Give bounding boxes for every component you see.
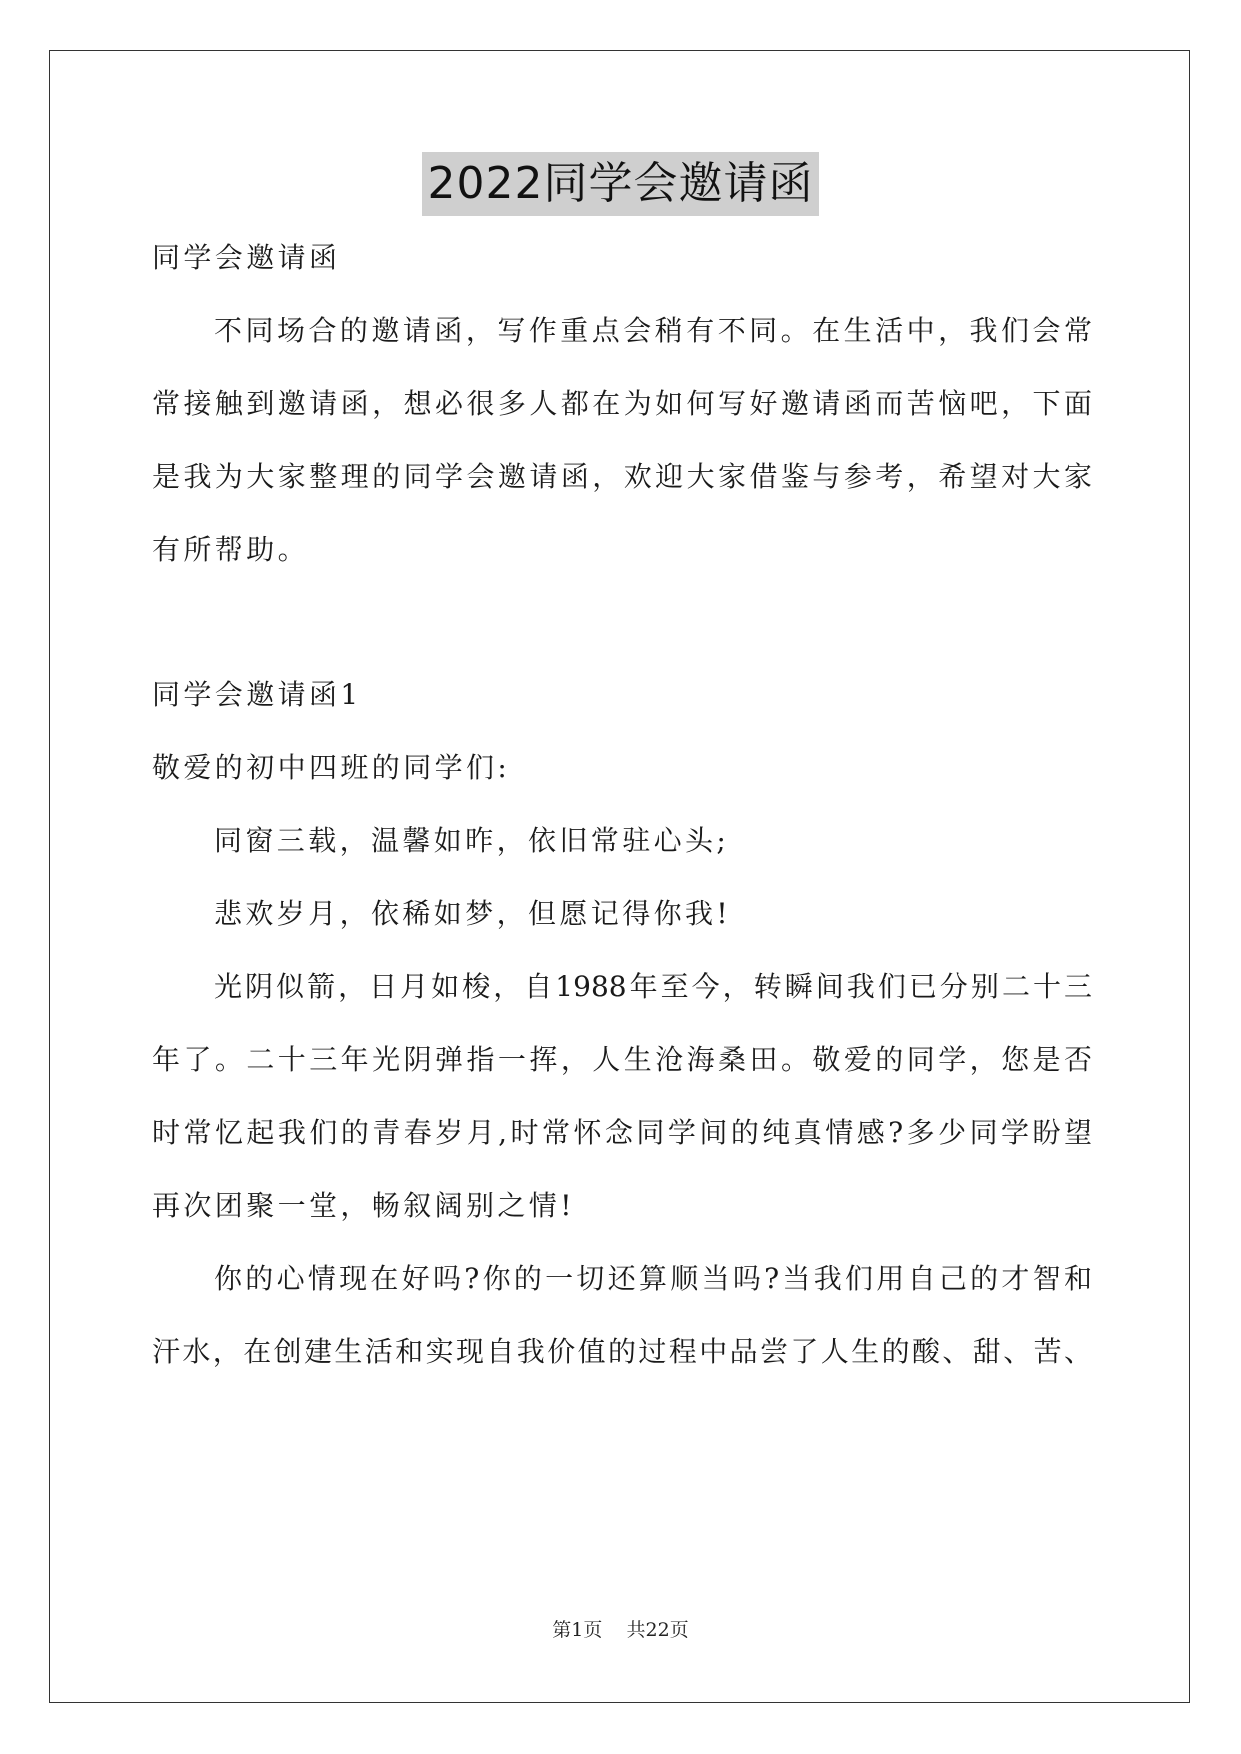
- page-border: [49, 50, 1190, 1703]
- page-footer: [0, 1618, 1241, 1642]
- paragraph-line: 你的心情现在好吗?你的一切还算顺当吗?当我们用自己的才智和: [214, 1262, 1092, 1295]
- paragraph-line: 年了。二十三年光阴弹指一挥，人生沧海桑田。敬爱的同学，您是否: [152, 1043, 1092, 1076]
- paragraph-line: 再次团聚一堂，畅叙阔别之情!: [152, 1189, 575, 1222]
- verse-line: 同窗三载，温馨如昨，依旧常驻心头;: [214, 824, 730, 857]
- paragraph-line: 是我为大家整理的同学会邀请函，欢迎大家借鉴与参考，希望对大家: [152, 460, 1092, 493]
- section-heading: 同学会邀请函: [152, 241, 341, 274]
- paragraph-line: 光阴似箭，日月如梭，自1988年至今，转瞬间我们已分别二十三: [214, 970, 1092, 1003]
- section-heading: 同学会邀请函1: [152, 678, 362, 711]
- paragraph-line: 时常忆起我们的青春岁月,时常怀念同学间的纯真情感?多少同学盼望: [152, 1116, 1092, 1149]
- paragraph-line: 有所帮助。: [152, 533, 310, 566]
- paragraph-line: 不同场合的邀请函，写作重点会稍有不同。在生活中，我们会常: [214, 314, 1092, 347]
- paragraph-line: 汗水，在创建生活和实现自我价值的过程中品尝了人生的酸、甜、苦、: [152, 1335, 1092, 1368]
- verse-line: 悲欢岁月，依稀如梦，但愿记得你我!: [214, 897, 732, 930]
- paragraph-line: 常接触到邀请函，想必很多人都在为如何写好邀请函而苦恼吧，下面: [152, 387, 1092, 420]
- page-number: 第1页: [552, 1619, 603, 1641]
- page-total: 共22页: [626, 1619, 689, 1641]
- salutation: 敬爱的初中四班的同学们:: [152, 751, 511, 784]
- document-title: 2022同学会邀请函: [422, 152, 820, 216]
- title-container: [0, 152, 1241, 216]
